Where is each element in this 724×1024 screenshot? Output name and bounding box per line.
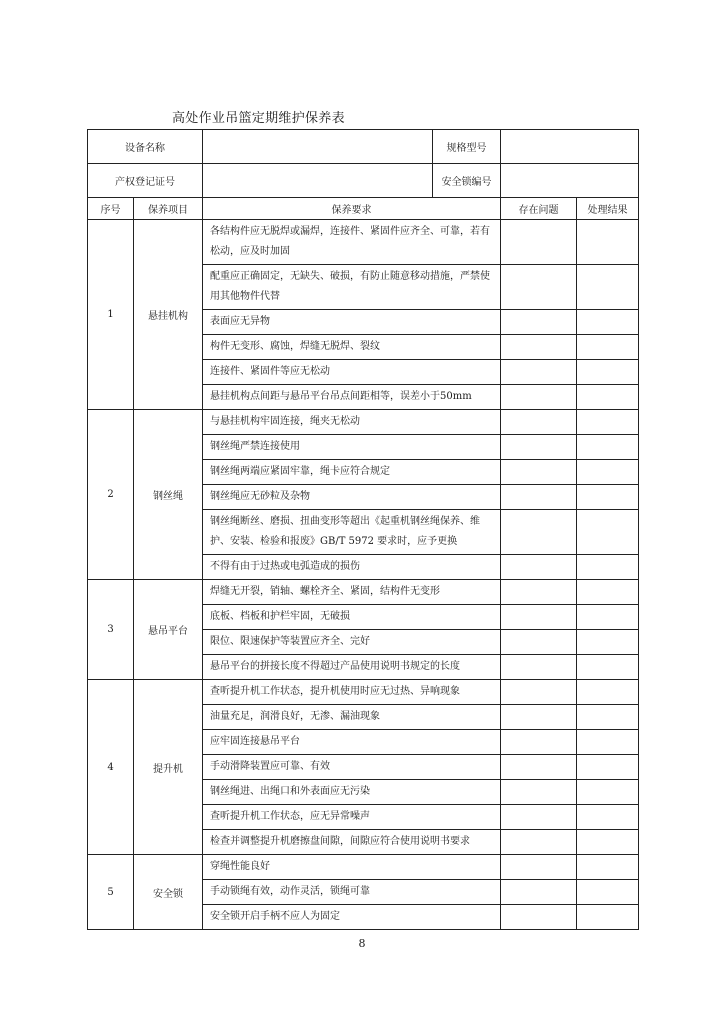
safety-lock-no-label: 安全锁编号 <box>433 164 501 198</box>
requirement-cell: 应牢固连接悬吊平台 <box>203 730 501 755</box>
result-cell[interactable] <box>577 385 639 410</box>
result-cell[interactable] <box>577 680 639 705</box>
requirement-cell: 钢丝绳断丝、磨损、扭曲变形等超出《起重机钢丝绳保养、维护、安装、检验和报废》GB/T 5972 要求时，应予更换 <box>203 510 501 555</box>
requirement-cell: 手动滑降装置应可靠、有效 <box>203 755 501 780</box>
problem-cell[interactable] <box>501 335 577 360</box>
problem-cell[interactable] <box>501 435 577 460</box>
result-cell[interactable] <box>577 310 639 335</box>
requirement-cell: 连接件、紧固件等应无松动 <box>203 360 501 385</box>
table-row <box>88 220 639 265</box>
problem-cell[interactable] <box>501 510 577 555</box>
row-item: 钢丝绳 <box>134 410 203 580</box>
requirement-cell: 钢丝绳应无砂粒及杂物 <box>203 485 501 510</box>
requirement-cell: 检查并调整提升机磨擦盘间隙，间隙应符合使用说明书要求 <box>203 830 501 855</box>
form-title: 高处作业吊篮定期维护保养表 <box>172 111 345 126</box>
requirement-cell: 悬吊平台的拼接长度不得超过产品使用说明书规定的长度 <box>203 655 501 680</box>
problem-cell[interactable] <box>501 730 577 755</box>
requirement-cell: 悬挂机构点间距与悬吊平台吊点间距相等，误差小于50mm <box>203 385 501 410</box>
row-no: 4 <box>88 680 134 855</box>
col-item-header: 保养项目 <box>134 198 203 220</box>
col-no-header: 序号 <box>88 198 134 220</box>
problem-cell[interactable] <box>501 805 577 830</box>
row-item: 悬挂机构 <box>134 220 203 410</box>
result-cell[interactable] <box>577 780 639 805</box>
result-cell[interactable] <box>577 435 639 460</box>
property-reg-label: 产权登记证号 <box>88 164 203 198</box>
problem-cell[interactable] <box>501 485 577 510</box>
problem-cell[interactable] <box>501 680 577 705</box>
result-cell[interactable] <box>577 880 639 905</box>
result-cell[interactable] <box>577 655 639 680</box>
header-row-property <box>88 164 639 198</box>
result-cell[interactable] <box>577 555 639 580</box>
requirement-cell: 与悬挂机构牢固连接，绳夹无松动 <box>203 410 501 435</box>
problem-cell[interactable] <box>501 460 577 485</box>
result-cell[interactable] <box>577 905 639 930</box>
problem-cell[interactable] <box>501 360 577 385</box>
problem-cell[interactable] <box>501 905 577 930</box>
col-problem-header: 存在问题 <box>501 198 577 220</box>
column-header-row <box>88 198 639 220</box>
result-cell[interactable] <box>577 485 639 510</box>
requirement-cell: 手动锁绳有效，动作灵活，锁绳可靠 <box>203 880 501 905</box>
requirement-cell: 表面应无异物 <box>203 310 501 335</box>
requirement-cell: 钢丝绳进、出绳口和外表面应无污染 <box>203 780 501 805</box>
result-cell[interactable] <box>577 630 639 655</box>
result-cell[interactable] <box>577 855 639 880</box>
safety-lock-no-value[interactable] <box>501 164 639 198</box>
property-reg-value[interactable] <box>203 164 433 198</box>
result-cell[interactable] <box>577 830 639 855</box>
problem-cell[interactable] <box>501 220 577 265</box>
row-item: 悬吊平台 <box>134 580 203 680</box>
col-requirement-header: 保养要求 <box>203 198 501 220</box>
problem-cell[interactable] <box>501 880 577 905</box>
maintenance-table <box>87 129 639 930</box>
result-cell[interactable] <box>577 805 639 830</box>
problem-cell[interactable] <box>501 855 577 880</box>
model-label: 规格型号 <box>433 130 501 164</box>
problem-cell[interactable] <box>501 310 577 335</box>
table-row <box>88 410 639 435</box>
requirement-cell: 构件无变形、腐蚀，焊缝无脱焊、裂纹 <box>203 335 501 360</box>
device-name-label: 设备名称 <box>88 130 203 164</box>
problem-cell[interactable] <box>501 385 577 410</box>
result-cell[interactable] <box>577 220 639 265</box>
requirement-cell: 查听提升机工作状态，应无异常噪声 <box>203 805 501 830</box>
result-cell[interactable] <box>577 755 639 780</box>
problem-cell[interactable] <box>501 265 577 310</box>
problem-cell[interactable] <box>501 655 577 680</box>
header-row-device <box>88 130 639 164</box>
result-cell[interactable] <box>577 265 639 310</box>
problem-cell[interactable] <box>501 780 577 805</box>
requirement-cell: 不得有由于过热或电弧造成的损伤 <box>203 555 501 580</box>
requirement-cell: 钢丝绳两端应紧固牢靠，绳卡应符合规定 <box>203 460 501 485</box>
problem-cell[interactable] <box>501 830 577 855</box>
row-item: 安全锁 <box>134 855 203 930</box>
requirement-cell: 底板、档板和护栏牢固，无破损 <box>203 605 501 630</box>
requirement-cell: 穿绳性能良好 <box>203 855 501 880</box>
problem-cell[interactable] <box>501 580 577 605</box>
table-row <box>88 855 639 880</box>
requirement-cell: 各结构件应无脱焊或漏焊，连接件、紧固件应齐全、可靠，若有松动，应及时加固 <box>203 220 501 265</box>
requirement-cell: 安全锁开启手柄不应人为固定 <box>203 905 501 930</box>
table-row <box>88 680 639 705</box>
model-value[interactable] <box>501 130 639 164</box>
result-cell[interactable] <box>577 460 639 485</box>
row-no: 5 <box>88 855 134 930</box>
requirement-cell: 查听提升机工作状态，提升机使用时应无过热、异响现象 <box>203 680 501 705</box>
result-cell[interactable] <box>577 510 639 555</box>
requirement-cell: 钢丝绳严禁连接使用 <box>203 435 501 460</box>
device-name-value[interactable] <box>203 130 433 164</box>
row-no: 3 <box>88 580 134 680</box>
row-no: 1 <box>88 220 134 410</box>
result-cell[interactable] <box>577 605 639 630</box>
requirement-cell: 油量充足，润滑良好，无渗、漏油现象 <box>203 705 501 730</box>
result-cell[interactable] <box>577 705 639 730</box>
problem-cell[interactable] <box>501 630 577 655</box>
row-item: 提升机 <box>134 680 203 855</box>
requirement-cell: 焊缝无开裂，销轴、螺栓齐全、紧固，结构件无变形 <box>203 580 501 605</box>
table-row <box>88 580 639 605</box>
requirement-cell: 配重应正确固定，无缺失、破损，有防止随意移动措施，严禁使用其他物件代替 <box>203 265 501 310</box>
problem-cell[interactable] <box>501 555 577 580</box>
problem-cell[interactable] <box>501 605 577 630</box>
page-number: 8 <box>358 937 366 950</box>
result-cell[interactable] <box>577 580 639 605</box>
result-cell[interactable] <box>577 335 639 360</box>
result-cell[interactable] <box>577 730 639 755</box>
col-result-header: 处理结果 <box>577 198 639 220</box>
problem-cell[interactable] <box>501 410 577 435</box>
problem-cell[interactable] <box>501 705 577 730</box>
result-cell[interactable] <box>577 360 639 385</box>
row-no: 2 <box>88 410 134 580</box>
problem-cell[interactable] <box>501 755 577 780</box>
result-cell[interactable] <box>577 410 639 435</box>
requirement-cell: 限位、限速保护等装置应齐全、完好 <box>203 630 501 655</box>
